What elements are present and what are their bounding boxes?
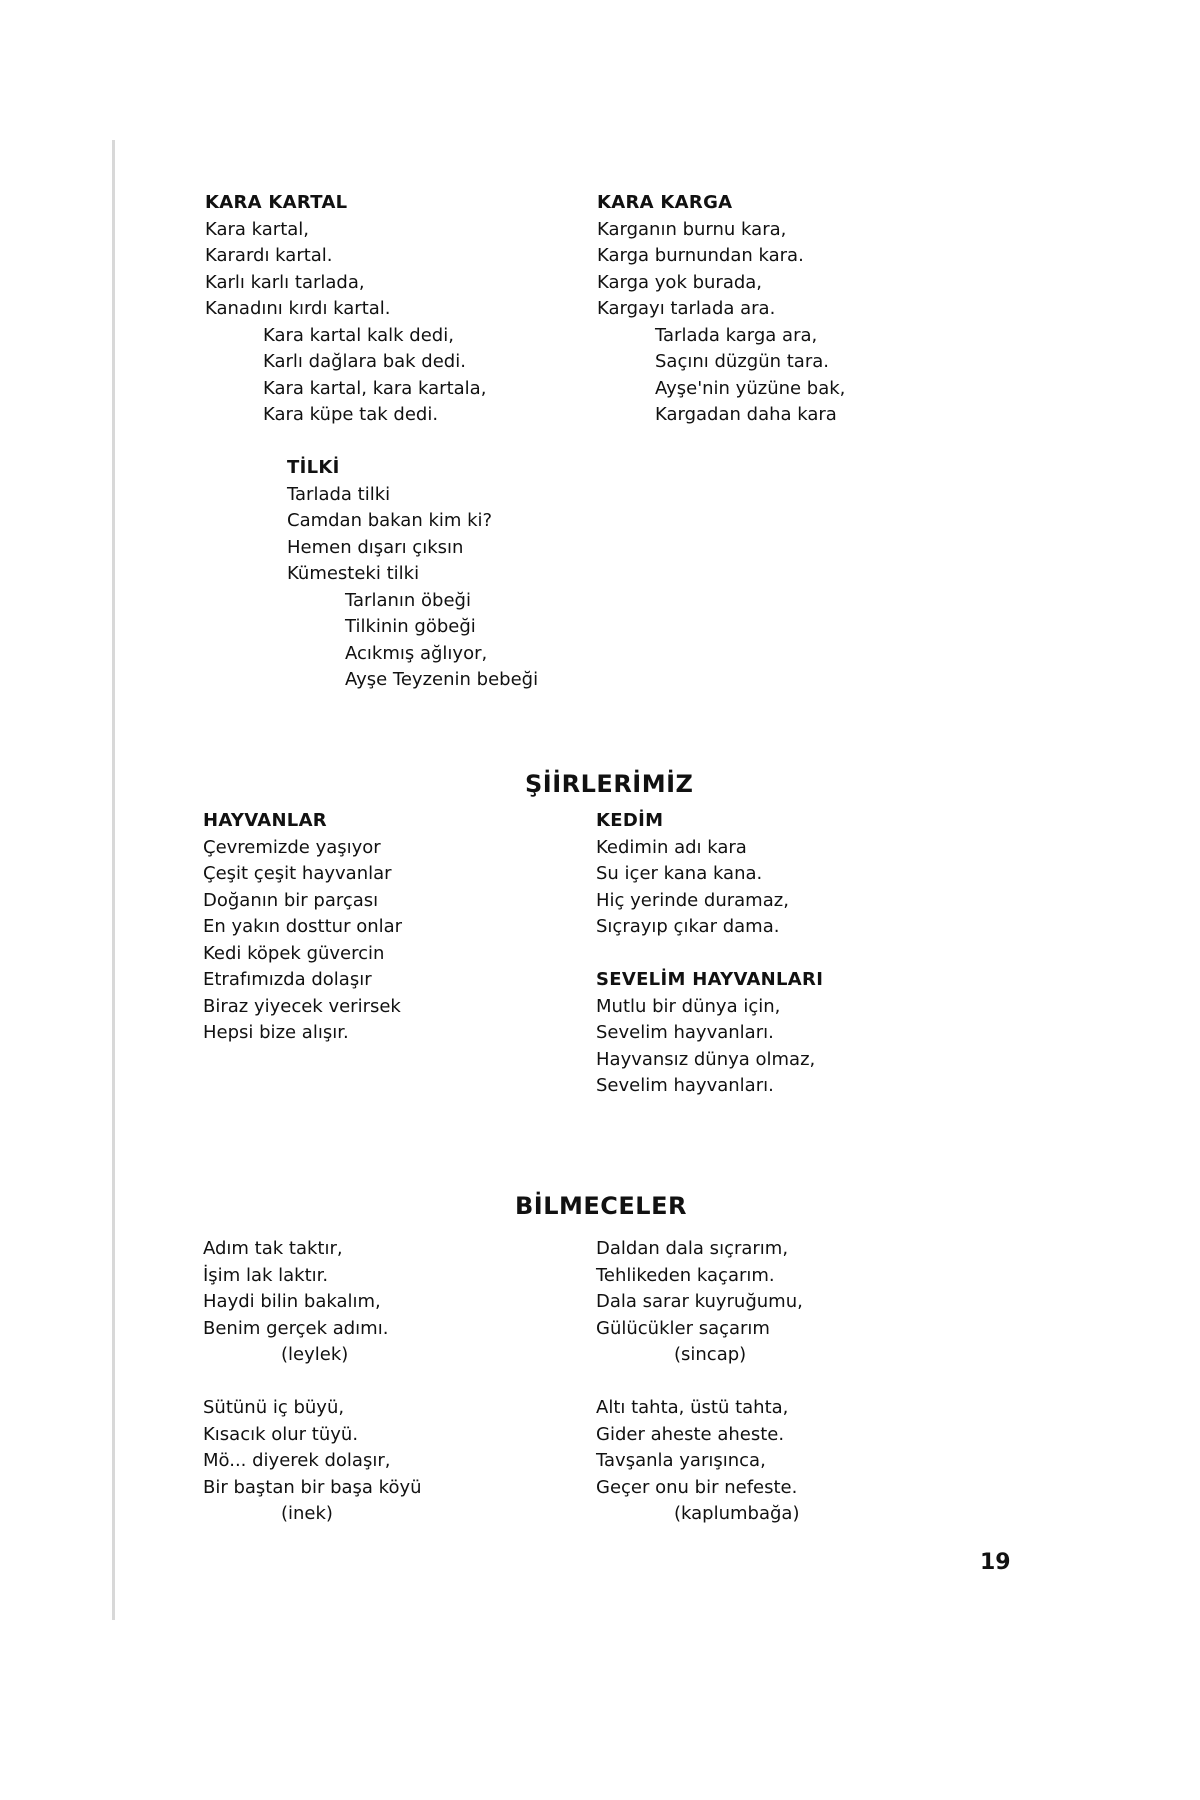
poem-line: Su içer kana kana. [596, 863, 763, 884]
riddle-answer: (sincap) [674, 1344, 747, 1365]
riddle-sincap [596, 1236, 803, 1369]
riddle-inek [203, 1395, 422, 1528]
poem-line: Kanadını kırdı kartal. [205, 298, 391, 319]
poem-line: Karardı kartal. [205, 245, 333, 266]
poem-tilki [287, 455, 538, 694]
poem-line: Doğanın bir parçası [203, 889, 379, 911]
riddle-line: Gülücükler saçarım [596, 1317, 770, 1339]
poem-line: Sıçrayıp çıkar dama. [596, 916, 780, 937]
poem-line: Saçını düzgün tara. [655, 351, 829, 372]
riddle-line: Altı tahta, üstü tahta, [596, 1397, 789, 1418]
poem-line: Tarlanın öbeği [345, 589, 471, 611]
poem-hayvanlar [203, 808, 402, 1047]
poem-line: Kedi köpek güvercin [203, 942, 385, 964]
poem-line: Karga yok burada, [597, 271, 763, 293]
poem-line: Karlı dağlara bak dedi. [263, 351, 466, 372]
poem-title: TİLKİ [287, 457, 340, 478]
poem-title: KEDİM [596, 810, 664, 831]
riddle-line: Tehlikeden kaçarım. [596, 1264, 775, 1286]
poem-line: Sevelim hayvanları. [596, 1022, 774, 1043]
poem-line: Karganın burnu kara, [597, 218, 787, 240]
riddle-line: Dala sarar kuyruğumu, [596, 1291, 803, 1312]
riddle-answer: (inek) [281, 1503, 333, 1524]
section-heading-bilmeceler: BİLMECELER [515, 1192, 687, 1220]
riddle-line: Geçer onu bir nefeste. [596, 1476, 798, 1498]
page-number: 19 [980, 1550, 1011, 1575]
riddle-line: Benim gerçek adımı. [203, 1317, 389, 1339]
poem-line: Kedimin adı kara [596, 836, 747, 858]
poem-title: KARA KARTAL [205, 192, 348, 213]
poem-line: Kargayı tarlada ara. [597, 298, 776, 319]
poem-line: Ayşe Teyzenin bebeği [345, 669, 539, 690]
riddle-leylek [203, 1236, 388, 1369]
poem-line: Etrafımızda dolaşır [203, 969, 372, 990]
riddle-line: Tavşanla yarışınca, [596, 1450, 766, 1471]
riddle-answer: (kaplumbağa) [674, 1503, 800, 1524]
poem-line: Kara kartal kalk dedi, [263, 324, 454, 346]
poem-line: Karlı karlı tarlada, [205, 271, 365, 293]
page-gutter-shadow [112, 140, 115, 1620]
poem-line: En yakın dosttur onlar [203, 916, 403, 937]
poem-line: Kara küpe tak dedi. [263, 404, 439, 425]
poem-line: Kargadan daha kara [655, 404, 837, 425]
poem-line: Hayvansız dünya olmaz, [596, 1048, 816, 1070]
riddle-line: Mö... diyerek dolaşır, [203, 1450, 391, 1471]
poem-line: Çeşit çeşit hayvanlar [203, 863, 392, 884]
poem-sevelim-hayvanlari [596, 967, 823, 1100]
riddle-line: Daldan dala sıçrarım, [596, 1238, 789, 1259]
poem-line: Tilkinin göbeği [345, 616, 476, 637]
poem-line: Tarlada karga ara, [655, 324, 818, 346]
poem-kara-kartal [205, 190, 486, 429]
poem-title: HAYVANLAR [203, 810, 327, 831]
poem-line: Mutlu bir dünya için, [596, 995, 781, 1017]
poem-line: Hemen dışarı çıksın [287, 536, 464, 558]
poem-kedim [596, 808, 789, 941]
riddle-line: Haydi bilin bakalım, [203, 1291, 381, 1312]
riddle-line: Kısacık olur tüyü. [203, 1423, 359, 1445]
riddle-line: Sütünü iç büyü, [203, 1397, 345, 1418]
riddle-line: Bir baştan bir başa köyü [203, 1476, 422, 1498]
poem-line: Hepsi bize alışır. [203, 1022, 349, 1043]
riddle-line: İşim lak laktır. [203, 1264, 329, 1286]
riddle-line: Adım tak taktır, [203, 1238, 343, 1259]
poem-title: SEVELİM HAYVANLARI [596, 969, 824, 990]
poem-kara-karga [597, 190, 845, 429]
poem-title: KARA KARGA [597, 192, 733, 213]
poem-line: Hiç yerinde duramaz, [596, 889, 789, 911]
poem-line: Camdan bakan kim ki? [287, 510, 493, 531]
riddle-answer: (leylek) [281, 1344, 349, 1365]
section-heading-siirlerimiz: ŞİİRLERİMİZ [525, 770, 694, 798]
poem-line: Kümesteki tilki [287, 563, 420, 584]
poem-line: Karga burnundan kara. [597, 245, 804, 266]
poem-line: Acıkmış ağlıyor, [345, 642, 488, 664]
poem-line: Çevremizde yaşıyor [203, 836, 381, 858]
riddle-kaplumbaga [596, 1395, 799, 1528]
poem-line: Sevelim hayvanları. [596, 1075, 774, 1096]
poem-line: Kara kartal, kara kartala, [263, 377, 487, 399]
poem-line: Biraz yiyecek verirsek [203, 995, 401, 1017]
poem-line: Tarlada tilki [287, 483, 391, 505]
poem-line: Kara kartal, [205, 218, 310, 240]
poem-line: Ayşe'nin yüzüne bak, [655, 377, 846, 399]
riddle-line: Gider aheste aheste. [596, 1423, 785, 1445]
